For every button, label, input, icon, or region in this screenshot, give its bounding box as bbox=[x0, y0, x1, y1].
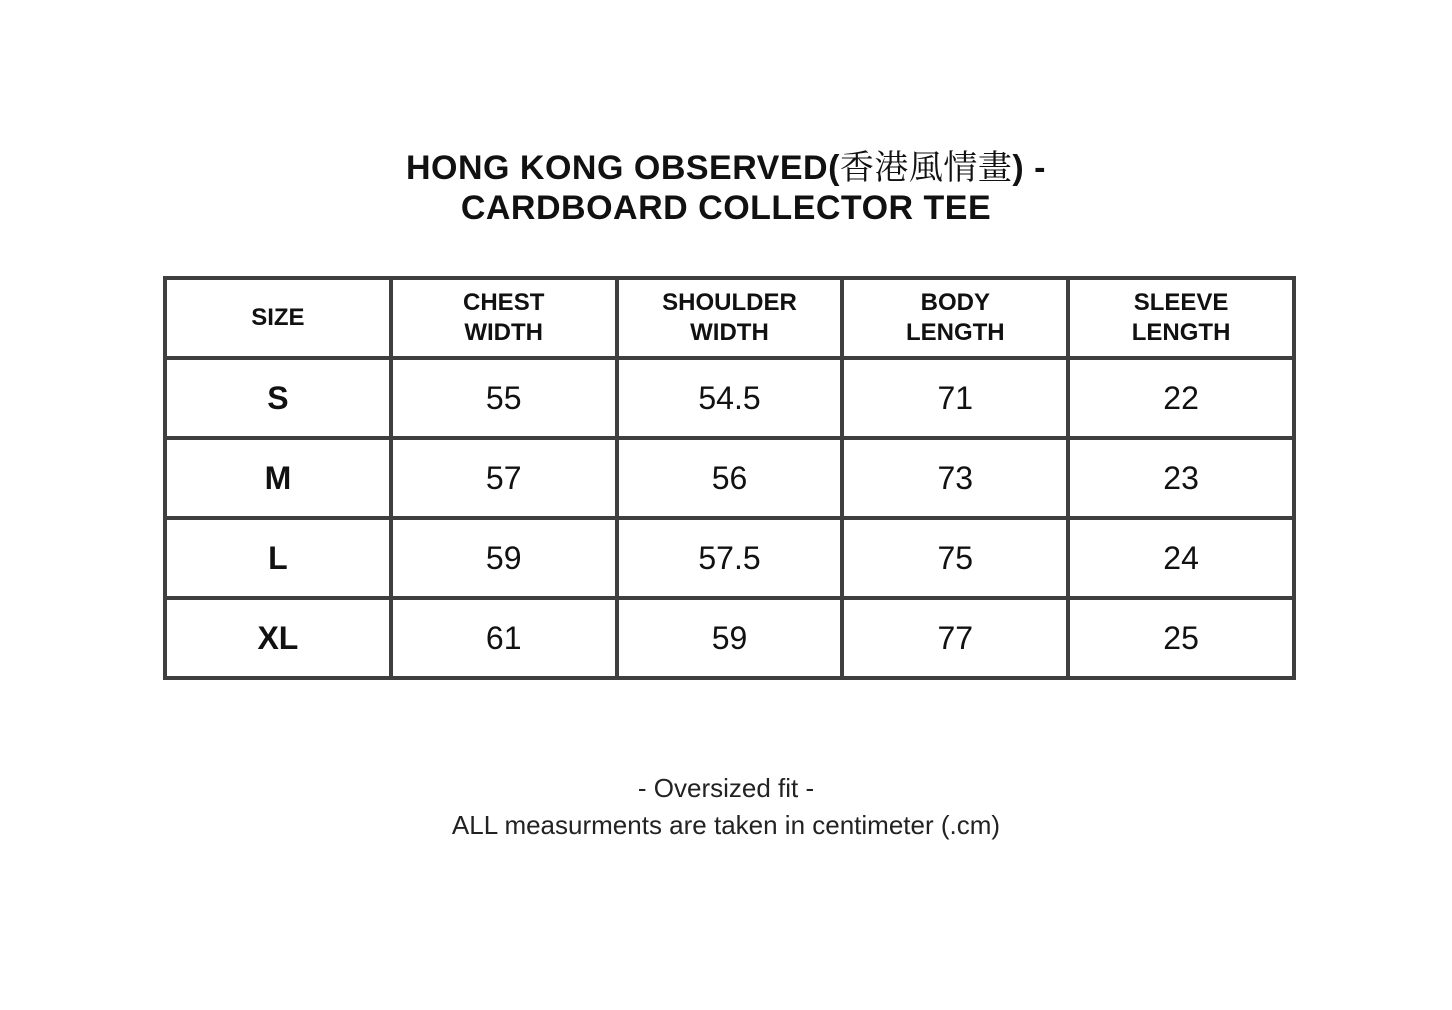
table-row bbox=[165, 358, 1294, 438]
header-sleeve-length: SLEEVE LENGTH bbox=[1068, 278, 1294, 358]
title-line-2: CARDBOARD COLLECTOR TEE bbox=[460, 189, 992, 227]
sleeve-cell: 24 bbox=[1068, 518, 1294, 598]
measurement-note: ALL measurments are taken in centimeter (.cm) bbox=[451, 810, 1001, 840]
header-body-length: BODY LENGTH bbox=[842, 278, 1068, 358]
size-cell: XL bbox=[165, 598, 391, 678]
body-cell: 77 bbox=[842, 598, 1068, 678]
sleeve-cell: 23 bbox=[1068, 438, 1294, 518]
shoulder-cell: 57.5 bbox=[617, 518, 843, 598]
chest-cell: 61 bbox=[391, 598, 617, 678]
sleeve-cell: 22 bbox=[1068, 358, 1294, 438]
title-prefix: HONG KONG OBSERVED( bbox=[405, 149, 840, 187]
body-cell: 71 bbox=[842, 358, 1068, 438]
size-chart-table bbox=[163, 276, 1296, 680]
size-cell: S bbox=[165, 358, 391, 438]
shoulder-cell: 54.5 bbox=[617, 358, 843, 438]
shoulder-cell: 59 bbox=[617, 598, 843, 678]
header-shoulder-width: SHOULDER WIDTH bbox=[617, 278, 843, 358]
chest-cell: 57 bbox=[391, 438, 617, 518]
table-row bbox=[165, 438, 1294, 518]
footer-notes bbox=[0, 770, 1452, 844]
fit-note: - Oversized fit - bbox=[637, 773, 815, 803]
table-row bbox=[165, 598, 1294, 678]
table-row bbox=[165, 518, 1294, 598]
body-cell: 73 bbox=[842, 438, 1068, 518]
sleeve-cell: 25 bbox=[1068, 598, 1294, 678]
title-line-1 bbox=[0, 148, 1452, 188]
header-chest-width: CHEST WIDTH bbox=[391, 278, 617, 358]
size-cell: M bbox=[165, 438, 391, 518]
body-cell: 75 bbox=[842, 518, 1068, 598]
chest-cell: 55 bbox=[391, 358, 617, 438]
title-suffix: ) - bbox=[1012, 149, 1046, 187]
size-cell: L bbox=[165, 518, 391, 598]
header-size: SIZE bbox=[165, 278, 391, 358]
page-title bbox=[0, 148, 1452, 228]
chest-cell: 59 bbox=[391, 518, 617, 598]
shoulder-cell: 56 bbox=[617, 438, 843, 518]
title-cjk: 香港風情畫 bbox=[839, 148, 1013, 188]
header-row bbox=[165, 278, 1294, 358]
